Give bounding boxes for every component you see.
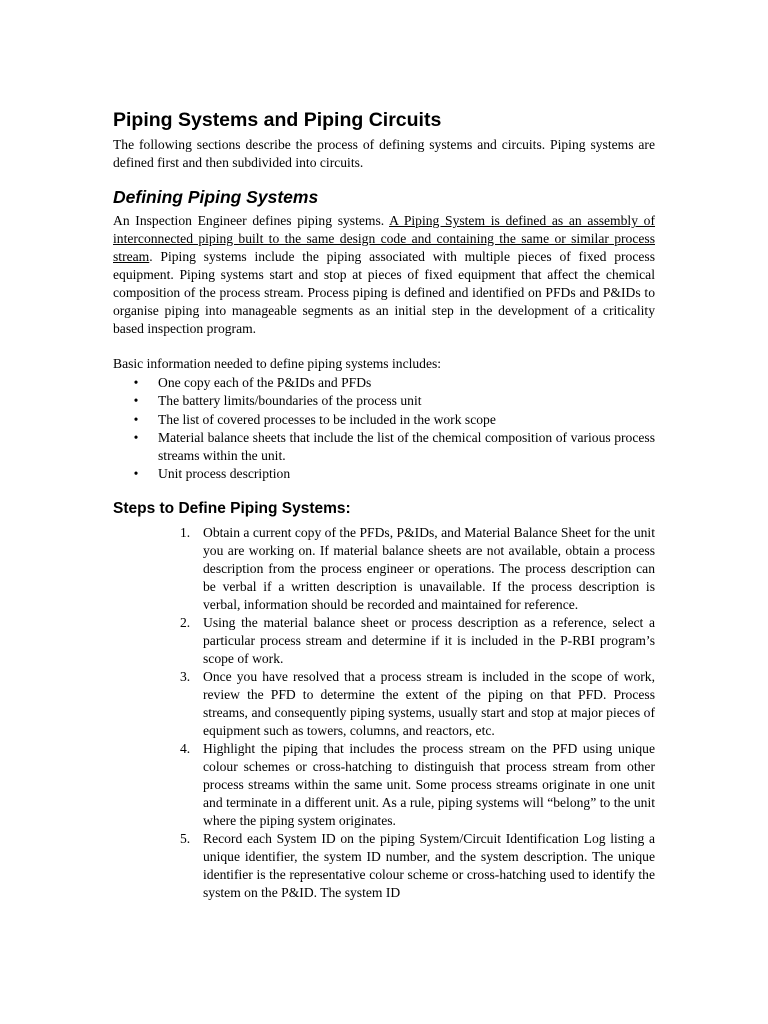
section-heading-defining-piping-systems: Defining Piping Systems bbox=[113, 187, 319, 207]
list-item bbox=[113, 429, 655, 466]
page-title: Piping Systems and Piping Circuits bbox=[113, 109, 442, 131]
step-text: Record each System ID on the piping System/Circuit Identification Log listing a unique identifier, the system ID number, and the system description. The unique identifier is the representative colour scheme or cross-hatching used to identify the system on the P&ID. The system ID bbox=[203, 831, 655, 900]
intro-paragraph: The following sections describe the process of defining systems and circuits. Piping systems are defined first and then subdivided into circuits. bbox=[113, 137, 655, 170]
step-number: 5. bbox=[180, 831, 191, 846]
list-item bbox=[113, 411, 655, 429]
step-text: Using the material balance sheet or process description as a reference, select a particular process stream and determine if it is included in the P-RBI program’s scope of work. bbox=[203, 615, 655, 666]
bullet-icon: • bbox=[133, 429, 139, 445]
definition-rest-text: . Piping systems include the piping associated with multiple pieces of fixed process equipment. Piping systems start and stop at pieces of fixed equipment that affect the chemical composition of the process stream. Process piping is defined and identified on PFDs and P&IDs to organise piping into manageable segments as an initial step in the development of a criticality based inspection program. bbox=[113, 249, 655, 336]
bullet-icon: • bbox=[133, 411, 139, 427]
list-item-text: Material balance sheets that include the list of the chemical composition of various process streams within the unit. bbox=[158, 429, 655, 464]
step-text: Once you have resolved that a process stream is included in the scope of work, review the PFD to determine the extent of the piping on that PFD. Process streams, and consequently piping systems, usually start and stop at major pieces of equipment such as towers, columns, and reactors, etc. bbox=[203, 669, 655, 738]
list-item bbox=[113, 392, 655, 410]
list-item bbox=[113, 465, 655, 483]
steps-numbered-list bbox=[176, 524, 655, 902]
step-number: 4. bbox=[180, 741, 191, 756]
basic-info-bullet-list bbox=[113, 374, 655, 484]
list-item bbox=[113, 374, 655, 392]
step-item bbox=[176, 668, 655, 740]
bullet-icon: • bbox=[133, 393, 139, 409]
bullet-icon: • bbox=[133, 466, 139, 482]
step-number: 1. bbox=[180, 525, 191, 540]
definition-underlined-text: A Piping System is defined as an assembly of interconnected piping built to the same design code and containing the same or similar process stream bbox=[113, 213, 656, 264]
list-item-text: Unit process description bbox=[158, 466, 291, 482]
step-number: 3. bbox=[180, 669, 191, 684]
step-number: 2. bbox=[180, 615, 191, 630]
step-item bbox=[176, 830, 655, 902]
step-item bbox=[176, 740, 655, 830]
basic-info-intro: Basic information needed to define piping systems includes: bbox=[113, 356, 442, 371]
step-text: Obtain a current copy of the PFDs, P&IDs, and Material Balance Sheet for the unit you are working on. If material balance sheets are not available, obtain a process description from the process engineer or operations. The process description can be verbal if a written description is unavailable. If the process description is verbal, information should be recorded and maintained for reference. bbox=[203, 525, 655, 612]
definition-paragraph bbox=[113, 212, 655, 338]
step-item bbox=[176, 524, 655, 614]
definition-lead-text: An Inspection Engineer defines piping systems. bbox=[113, 213, 390, 228]
list-item-text: The battery limits/boundaries of the process unit bbox=[158, 393, 422, 409]
step-text: Highlight the piping that includes the process stream on the PFD using unique colour schemes or cross-hatching to distinguish that process stream from other process streams within the same unit. Some process streams originate in one unit and terminate in a different unit. As a rule, piping systems will “belong” to the unit where the piping system originates. bbox=[203, 741, 655, 828]
bullet-icon: • bbox=[133, 375, 139, 390]
list-item-text: The list of covered processes to be included in the work scope bbox=[158, 411, 496, 427]
list-item-text: One copy each of the P&IDs and PFDs bbox=[158, 375, 372, 390]
section-heading-steps: Steps to Define Piping Systems: bbox=[113, 500, 351, 517]
step-item bbox=[176, 614, 655, 668]
